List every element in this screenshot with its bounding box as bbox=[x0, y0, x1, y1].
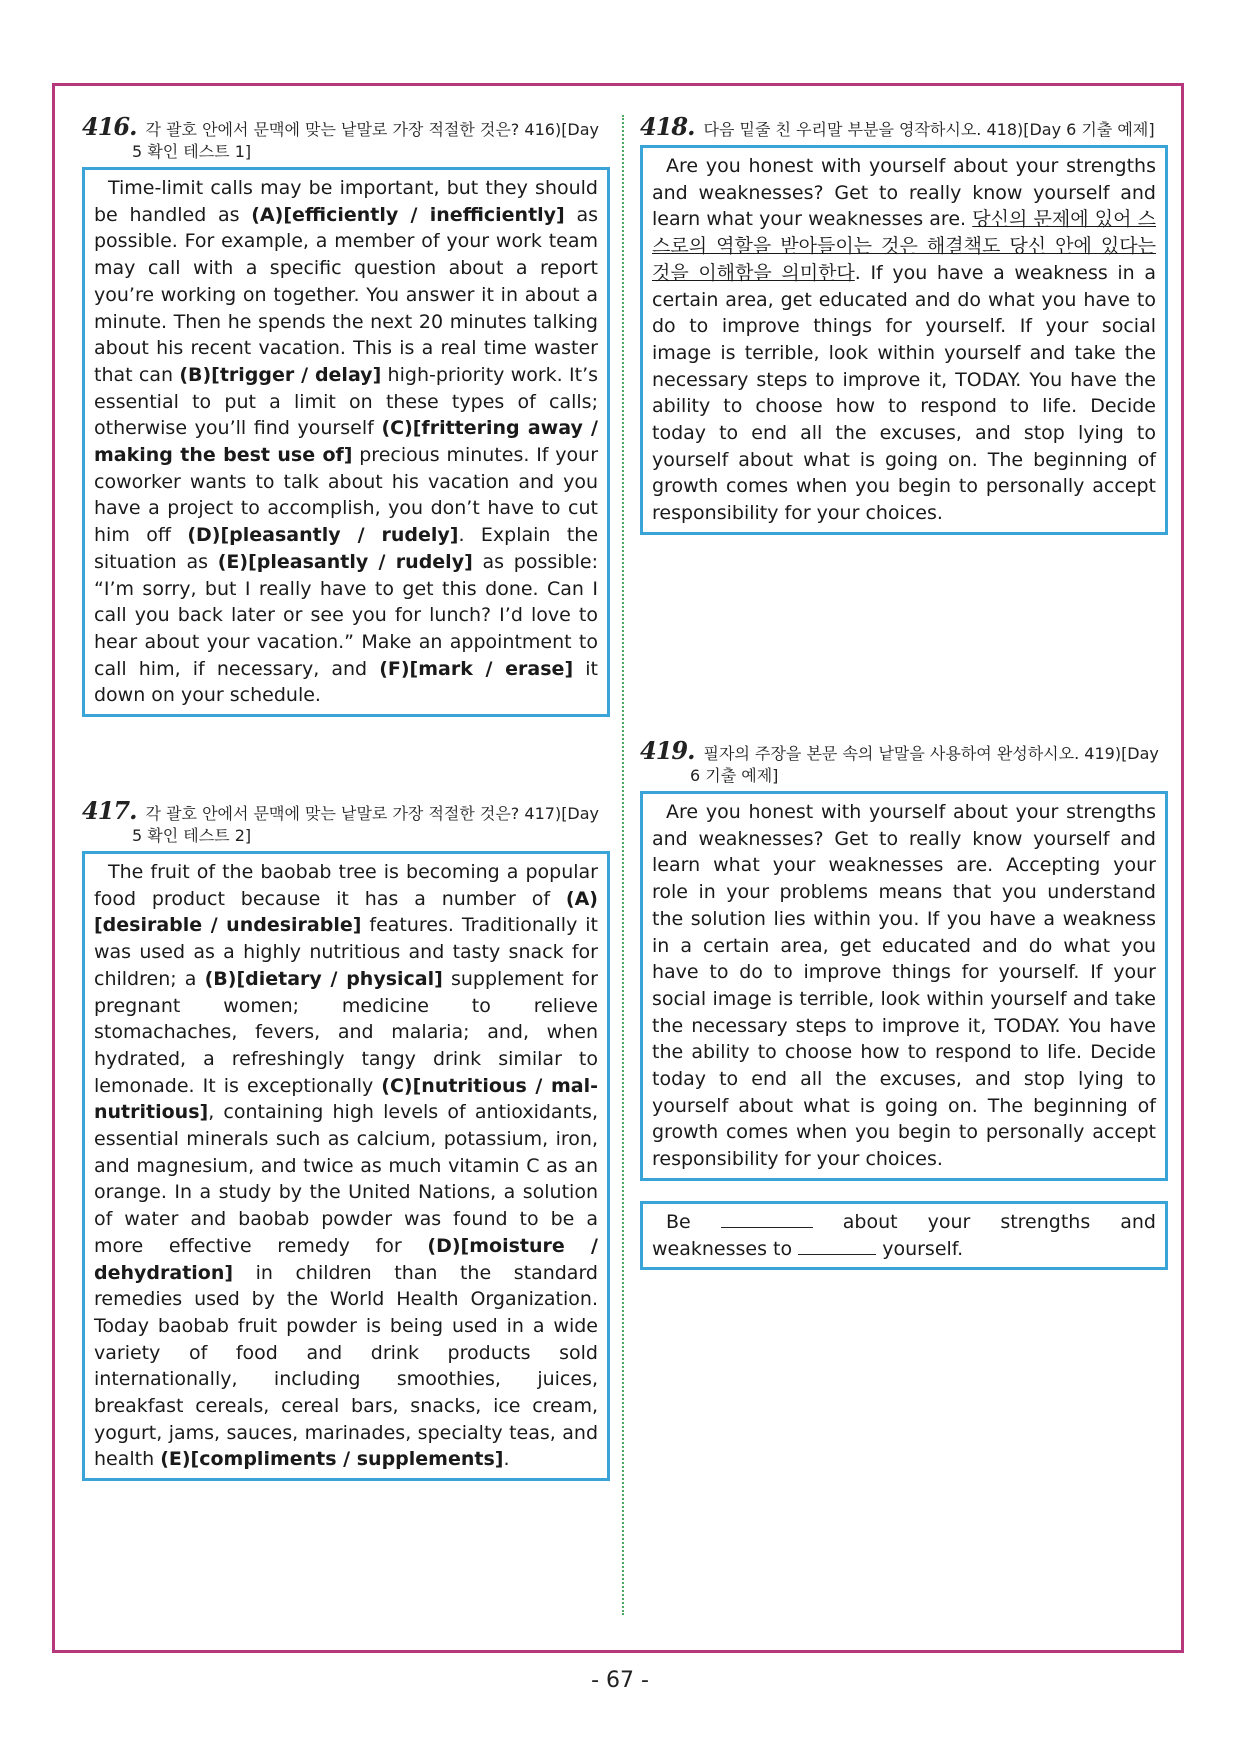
question-source: 416)[Day 5 확인 테스트 1] bbox=[132, 120, 600, 161]
passage-box bbox=[82, 167, 610, 717]
passage-text: The fruit of the baobab tree is becoming a popular food product because it has a number of (A)[desirable / undesirable] features. Traditionally it was used as a highly nutritious and tasty snack for children; a (B)[dietary / physical] supplement for pregnant women; medicine to relieve stomachaches, fevers, and malaria; and, when hydrated, a refreshingly tangy drink similar to lemonade. It is exceptionally (C)[nutritious / mal-nutritious], containing high levels of antioxidants, essential minerals such as calcium, potassium, iron, and magnesium, and twice as much vitamin C as an orange. In a study by the United Nations, a solution of water and baobab powder was found to be a more effective remedy for (D)[moisture / dehydration] in children than the standard remedies used by the World Health Organization. Today baobab fruit powder is being used in a wide variety of food and drink products sold internationally, including smoothies, juices, breakfast cereals, cereal bars, snacks, ice cream, yogurt, jams, sauces, marinades, specialty teas, and health (E)[compliments / supplements]. bbox=[94, 861, 598, 1471]
answer-blank-1[interactable] bbox=[721, 1209, 813, 1228]
choice-c: (C)[nutritious / mal-nutritious] bbox=[94, 1074, 598, 1124]
question-number: 418. bbox=[640, 112, 695, 141]
choice-a: (A)[desirable / undesirable] bbox=[94, 887, 598, 937]
passage-text: Are you honest with yourself about your strengths and weaknesses? Get to really know yourself and learn what your weaknesses are. 당신의 문제에 있어 스스로의 역할을 받아들이는 것은 해결책도 당신 안에 있다는 것을 이해함을 의미한다. If you have a weakness in a certain area, get educated and do what you have to do to improve things for yourself. If your social image is terrible, look within yourself and take the necessary steps to improve it, TODAY. You have the ability to choose how to respond to life. Decide today to end all the excuses, and stop lying to yourself about what is going on. The beginning of growth comes when you begin to personally accept responsibility for your choices. bbox=[652, 155, 1157, 525]
question-header bbox=[82, 796, 610, 847]
answer-sentence: Be about your strengths and weaknesses to yourself. bbox=[652, 1210, 1156, 1260]
question-instruction: 다음 밑줄 친 우리말 부분을 영작하시오. bbox=[703, 120, 982, 139]
choice-b: (B)[dietary / physical] bbox=[204, 967, 443, 990]
question-header bbox=[640, 112, 1168, 141]
question-source: 418)[Day 6 기출 예제] bbox=[986, 120, 1155, 139]
passage-text: Time-limit calls may be important, but they should be handled as (A)[efficiently / inefficiently] as possible. For example, a member of your work team may call with a specific question about a report you’re working on together. You answer it in about a minute. Then he spends the next 20 minutes talking about his recent vacation. This is a real time waster that can (B)[trigger / delay] high-priority work. It’s essential to put a limit on these types of calls; otherwise you’ll find yourself (C)[frittering away / making the best use of] precious minutes. If your coworker wants to talk about his vacation and you have a project to accomplish, you don’t have to cut him off (D)[pleasantly / rudely]. Explain the situation as (E)[pleasantly / rudely] as possible: “I’m sorry, but I really have to get this done. Can I call you back later or see you for lunch? I’d love to hear about your vacation.” Make an appointment to call him, if necessary, and (F)[mark / erase] it down on your schedule. bbox=[94, 177, 599, 707]
page-number: - 67 - bbox=[591, 1668, 649, 1693]
choice-e: (E)[pleasantly / rudely] bbox=[217, 550, 473, 573]
choice-c: (C)[frittering away / making the best use of] bbox=[94, 417, 598, 467]
choice-d: (D)[pleasantly / rudely] bbox=[187, 524, 459, 547]
question-416 bbox=[82, 112, 610, 717]
passage-box bbox=[640, 145, 1168, 535]
question-header bbox=[640, 736, 1168, 787]
passage-box bbox=[640, 791, 1168, 1181]
choice-b: (B)[trigger / delay] bbox=[179, 363, 382, 386]
choice-e: (E)[compliments / supplements] bbox=[160, 1448, 504, 1471]
question-number: 419. bbox=[640, 736, 695, 765]
choice-f: (F)[mark / erase] bbox=[379, 657, 574, 680]
question-number: 416. bbox=[82, 112, 137, 141]
question-418 bbox=[640, 112, 1168, 535]
question-417 bbox=[82, 796, 610, 1481]
question-header bbox=[82, 112, 610, 163]
choice-d: (D)[moisture / dehydration] bbox=[94, 1234, 598, 1284]
question-source: 417)[Day 5 확인 테스트 2] bbox=[132, 804, 600, 845]
question-instruction: 필자의 주장을 본문 속의 낱말을 사용하여 완성하시오. bbox=[703, 744, 1080, 763]
column-divider bbox=[622, 115, 624, 1615]
question-instruction: 각 괄호 안에서 문맥에 맞는 낱말로 가장 적절한 것은? bbox=[145, 120, 520, 139]
underlined-korean: 당신의 문제에 있어 스스로의 역할을 받아들이는 것은 해결책도 당신 안에 있다는 것을 이해함을 의미한다 bbox=[652, 208, 1157, 284]
passage-text: Are you honest with yourself about your strengths and weaknesses? Get to really know yourself and learn what your weaknesses are. Accepting your role in your problems means that you understand the solution lies within you. If you have a weakness in a certain area, get educated and do what you have to do to improve things for yourself. If your social image is terrible, look within yourself and take the necessary steps to improve it, TODAY. You have the ability to choose how to respond to life. Decide today to end all the excuses, and stop lying to yourself about what is going on. The beginning of growth comes when you begin to personally accept responsibility for your choices. bbox=[652, 801, 1156, 1171]
question-419 bbox=[640, 736, 1168, 1270]
choice-a: (A)[efficiently / inefficiently] bbox=[251, 203, 565, 226]
answer-blank-2[interactable] bbox=[798, 1236, 876, 1255]
passage-box bbox=[82, 851, 610, 1481]
answer-box bbox=[640, 1201, 1168, 1270]
question-instruction: 각 괄호 안에서 문맥에 맞는 낱말로 가장 적절한 것은? bbox=[145, 804, 520, 823]
question-source: 419)[Day 6 기출 예제] bbox=[690, 744, 1159, 785]
question-number: 417. bbox=[82, 796, 137, 825]
